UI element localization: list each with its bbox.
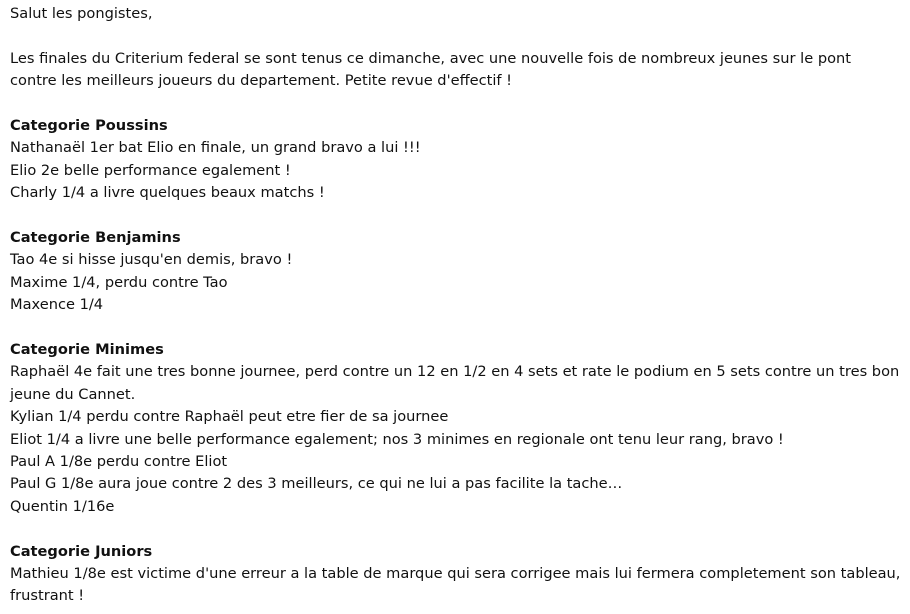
section-title: Categorie Juniors <box>10 542 153 560</box>
blank-line <box>10 93 902 115</box>
result-line: Charly 1/4 a livre quelques beaux matchs ! <box>10 184 325 202</box>
section-poussins <box>10 115 902 205</box>
section-title: Categorie Poussins <box>10 117 168 134</box>
blank-line <box>10 518 902 540</box>
result-line: Eliot 1/4 a livre une belle performance egalement; nos 3 minimes en regionale ont tenu leur rang, bravo ! <box>10 430 784 448</box>
blank-line <box>10 317 902 339</box>
section-juniors <box>10 541 902 608</box>
result-line: Tao 4e si hisse jusqu'en demis, bravo ! <box>10 251 293 269</box>
result-line: Quentin 1/16e <box>10 497 115 515</box>
result-line: Nathanaël 1er bat Elio en finale, un grand bravo a lui !!! <box>10 139 421 157</box>
blank-line <box>10 205 902 227</box>
greeting: Salut les pongistes, <box>10 5 153 22</box>
result-line: Paul G 1/8e aura joue contre 2 des 3 meilleurs, ce qui ne lui a pas facilite la tache… <box>10 475 623 493</box>
result-line: Raphaël 4e fait une tres bonne journee, perd contre un 12 en 1/2 en 4 sets et rate le podium en 5 sets contre un tres bon jeune du Cannet. <box>10 363 900 403</box>
result-line: Kylian 1/4 perdu contre Raphaël peut etre fier de sa journee <box>10 408 449 426</box>
result-line: Maxence 1/4 <box>10 296 104 314</box>
section-benjamins <box>10 227 902 317</box>
result-line: Maxime 1/4, perdu contre Tao <box>10 273 228 291</box>
section-title: Categorie Benjamins <box>10 229 181 247</box>
section-minimes <box>10 339 902 518</box>
intro-paragraph: Les finales du Criterium federal se sont tenus ce dimanche, avec une nouvelle fois de nombreux jeunes sur le pont contre les meilleurs joueurs du departement. Petite revue d'effectif ! <box>10 49 851 90</box>
result-line: Paul A 1/8e perdu contre Eliot <box>10 453 228 471</box>
section-title: Categorie Minimes <box>10 341 164 359</box>
blank-line <box>10 25 902 47</box>
result-line: Elio 2e belle performance egalement ! <box>10 161 291 179</box>
document-body <box>10 3 902 608</box>
result-line: Mathieu 1/8e est victime d'une erreur a la table de marque qui sera corrigee mais lui fermera completement son tableau, frustrant ! <box>10 565 901 605</box>
